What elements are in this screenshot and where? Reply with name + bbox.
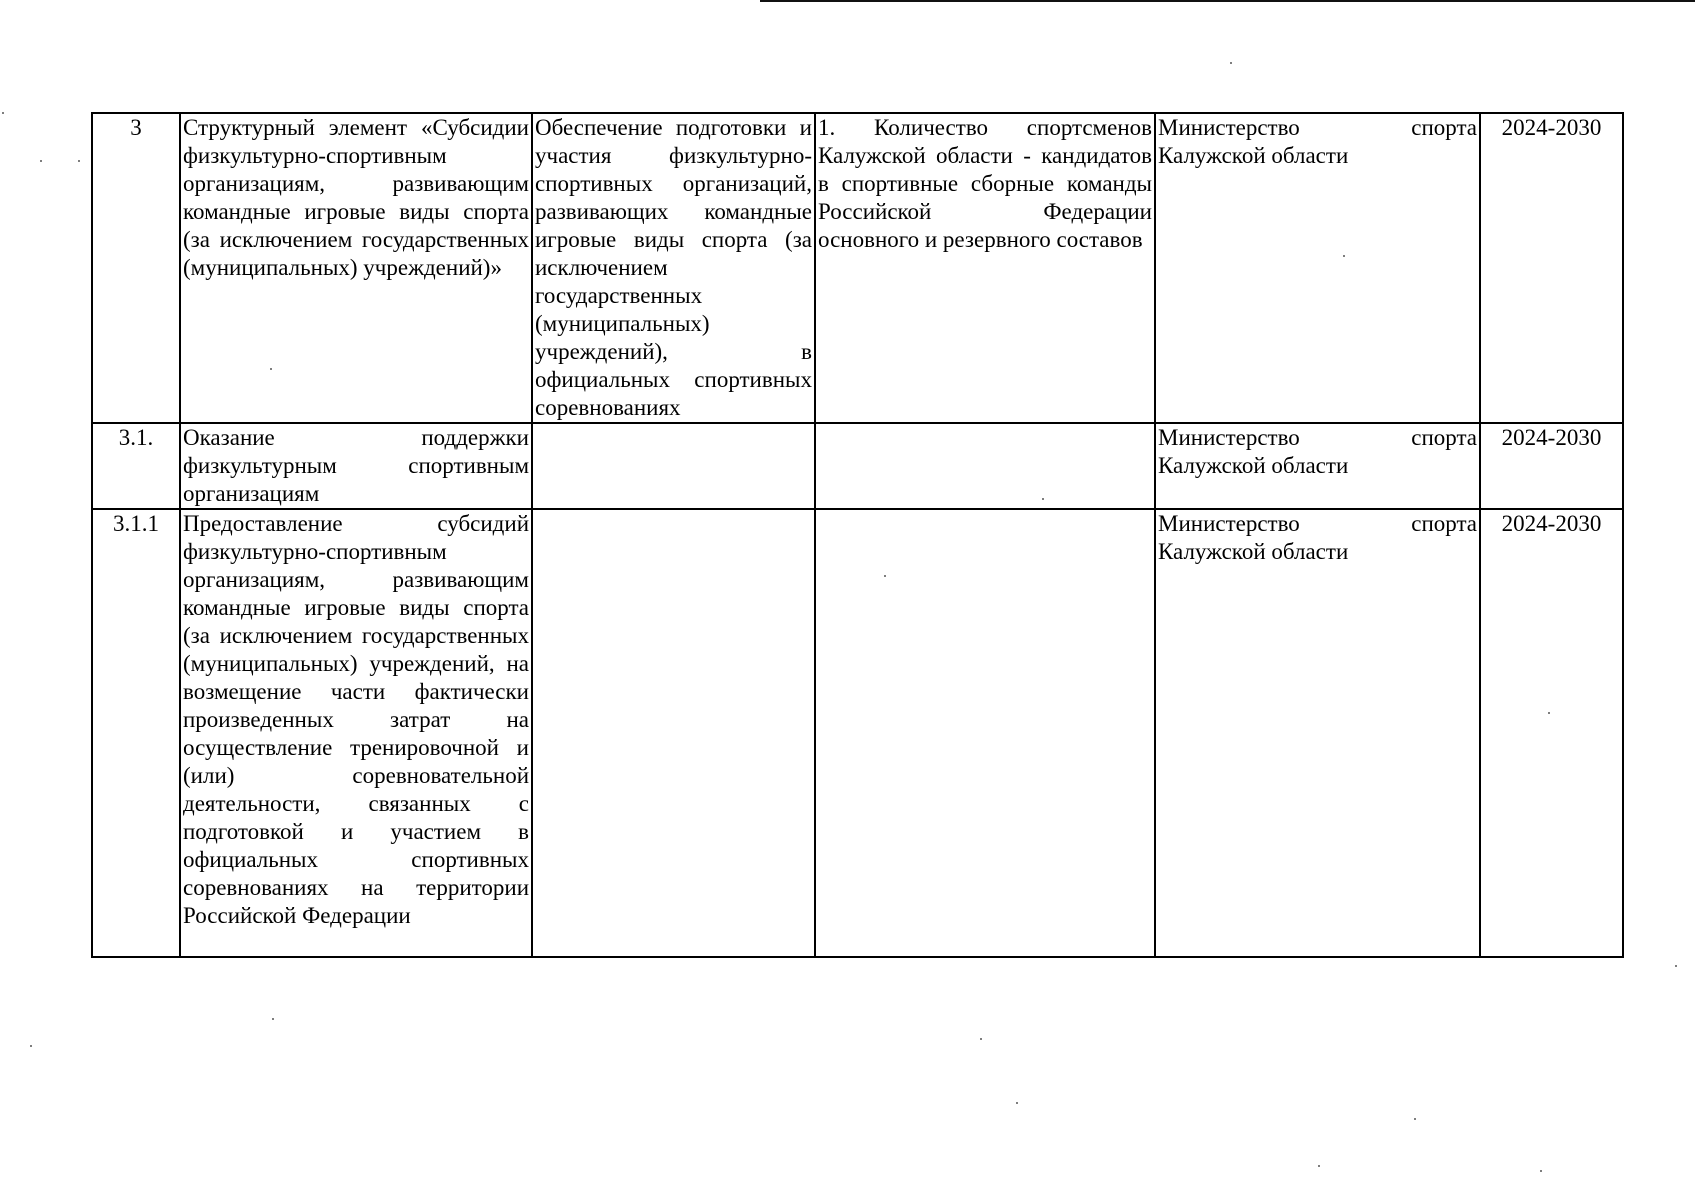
row-number: 3 [92,113,180,423]
task-cell: Обеспечение подготовки и участия физкультурно-спортивных организаций, развивающих командные игровые виды спорта (за исключением государственных (муниципальных) учреждений), в официальных спортивных соревнованиях [532,113,815,423]
measures-table [91,112,1624,958]
task-cell [532,423,815,509]
indicator-cell [815,423,1155,509]
table-row [92,113,1623,423]
row-number: 3.1. [92,423,180,509]
scan-speck [272,1018,274,1020]
scan-speck [1230,62,1232,64]
scan-speck [1016,1102,1018,1104]
task-cell [532,509,815,957]
responsible-cell: Министерство спорта Калужской области [1155,423,1480,509]
scan-edge-line [760,0,1695,2]
indicator-cell [815,509,1155,957]
scan-speck [78,160,80,162]
scan-speck [1318,1165,1320,1167]
table-row [92,423,1623,509]
period-cell: 2024-2030 [1480,509,1623,957]
structural-element-cell: Оказание поддержки физкультурным спортивным организациям [180,423,532,509]
indicator-cell: 1. Количество спортсменов Калужской области - кандидатов в спортивные сборные команды Российской Федерации основного и резервного составов [815,113,1155,423]
scan-speck [1414,1118,1416,1120]
structural-element-cell: Предоставление субсидий физкультурно-спортивным организациям, развивающим командные игровые виды спорта (за исключением государственных (муниципальных) учреждений, на возмещение части фактически произведенных затрат на осуществление тренировочной и (или) соревновательной деятельности, связанных с подготовкой и участием в официальных спортивных соревнованиях на территории Российской Федерации [180,509,532,957]
structural-element-cell: Структурный элемент «Субсидии физкультурно-спортивным организациям, развивающим командные игровые виды спорта (за исключением государственных (муниципальных) учреждений)» [180,113,532,423]
scan-speck [1675,965,1677,967]
scan-speck [30,1045,32,1047]
responsible-cell: Министерство спорта Калужской области [1155,113,1480,423]
row-number: 3.1.1 [92,509,180,957]
period-cell: 2024-2030 [1480,113,1623,423]
scan-speck [2,112,4,114]
scan-speck [1540,1170,1542,1172]
scan-speck [40,160,42,162]
scan-speck [980,1038,982,1040]
period-cell: 2024-2030 [1480,423,1623,509]
responsible-cell: Министерство спорта Калужской области [1155,509,1480,957]
table-row [92,509,1623,957]
